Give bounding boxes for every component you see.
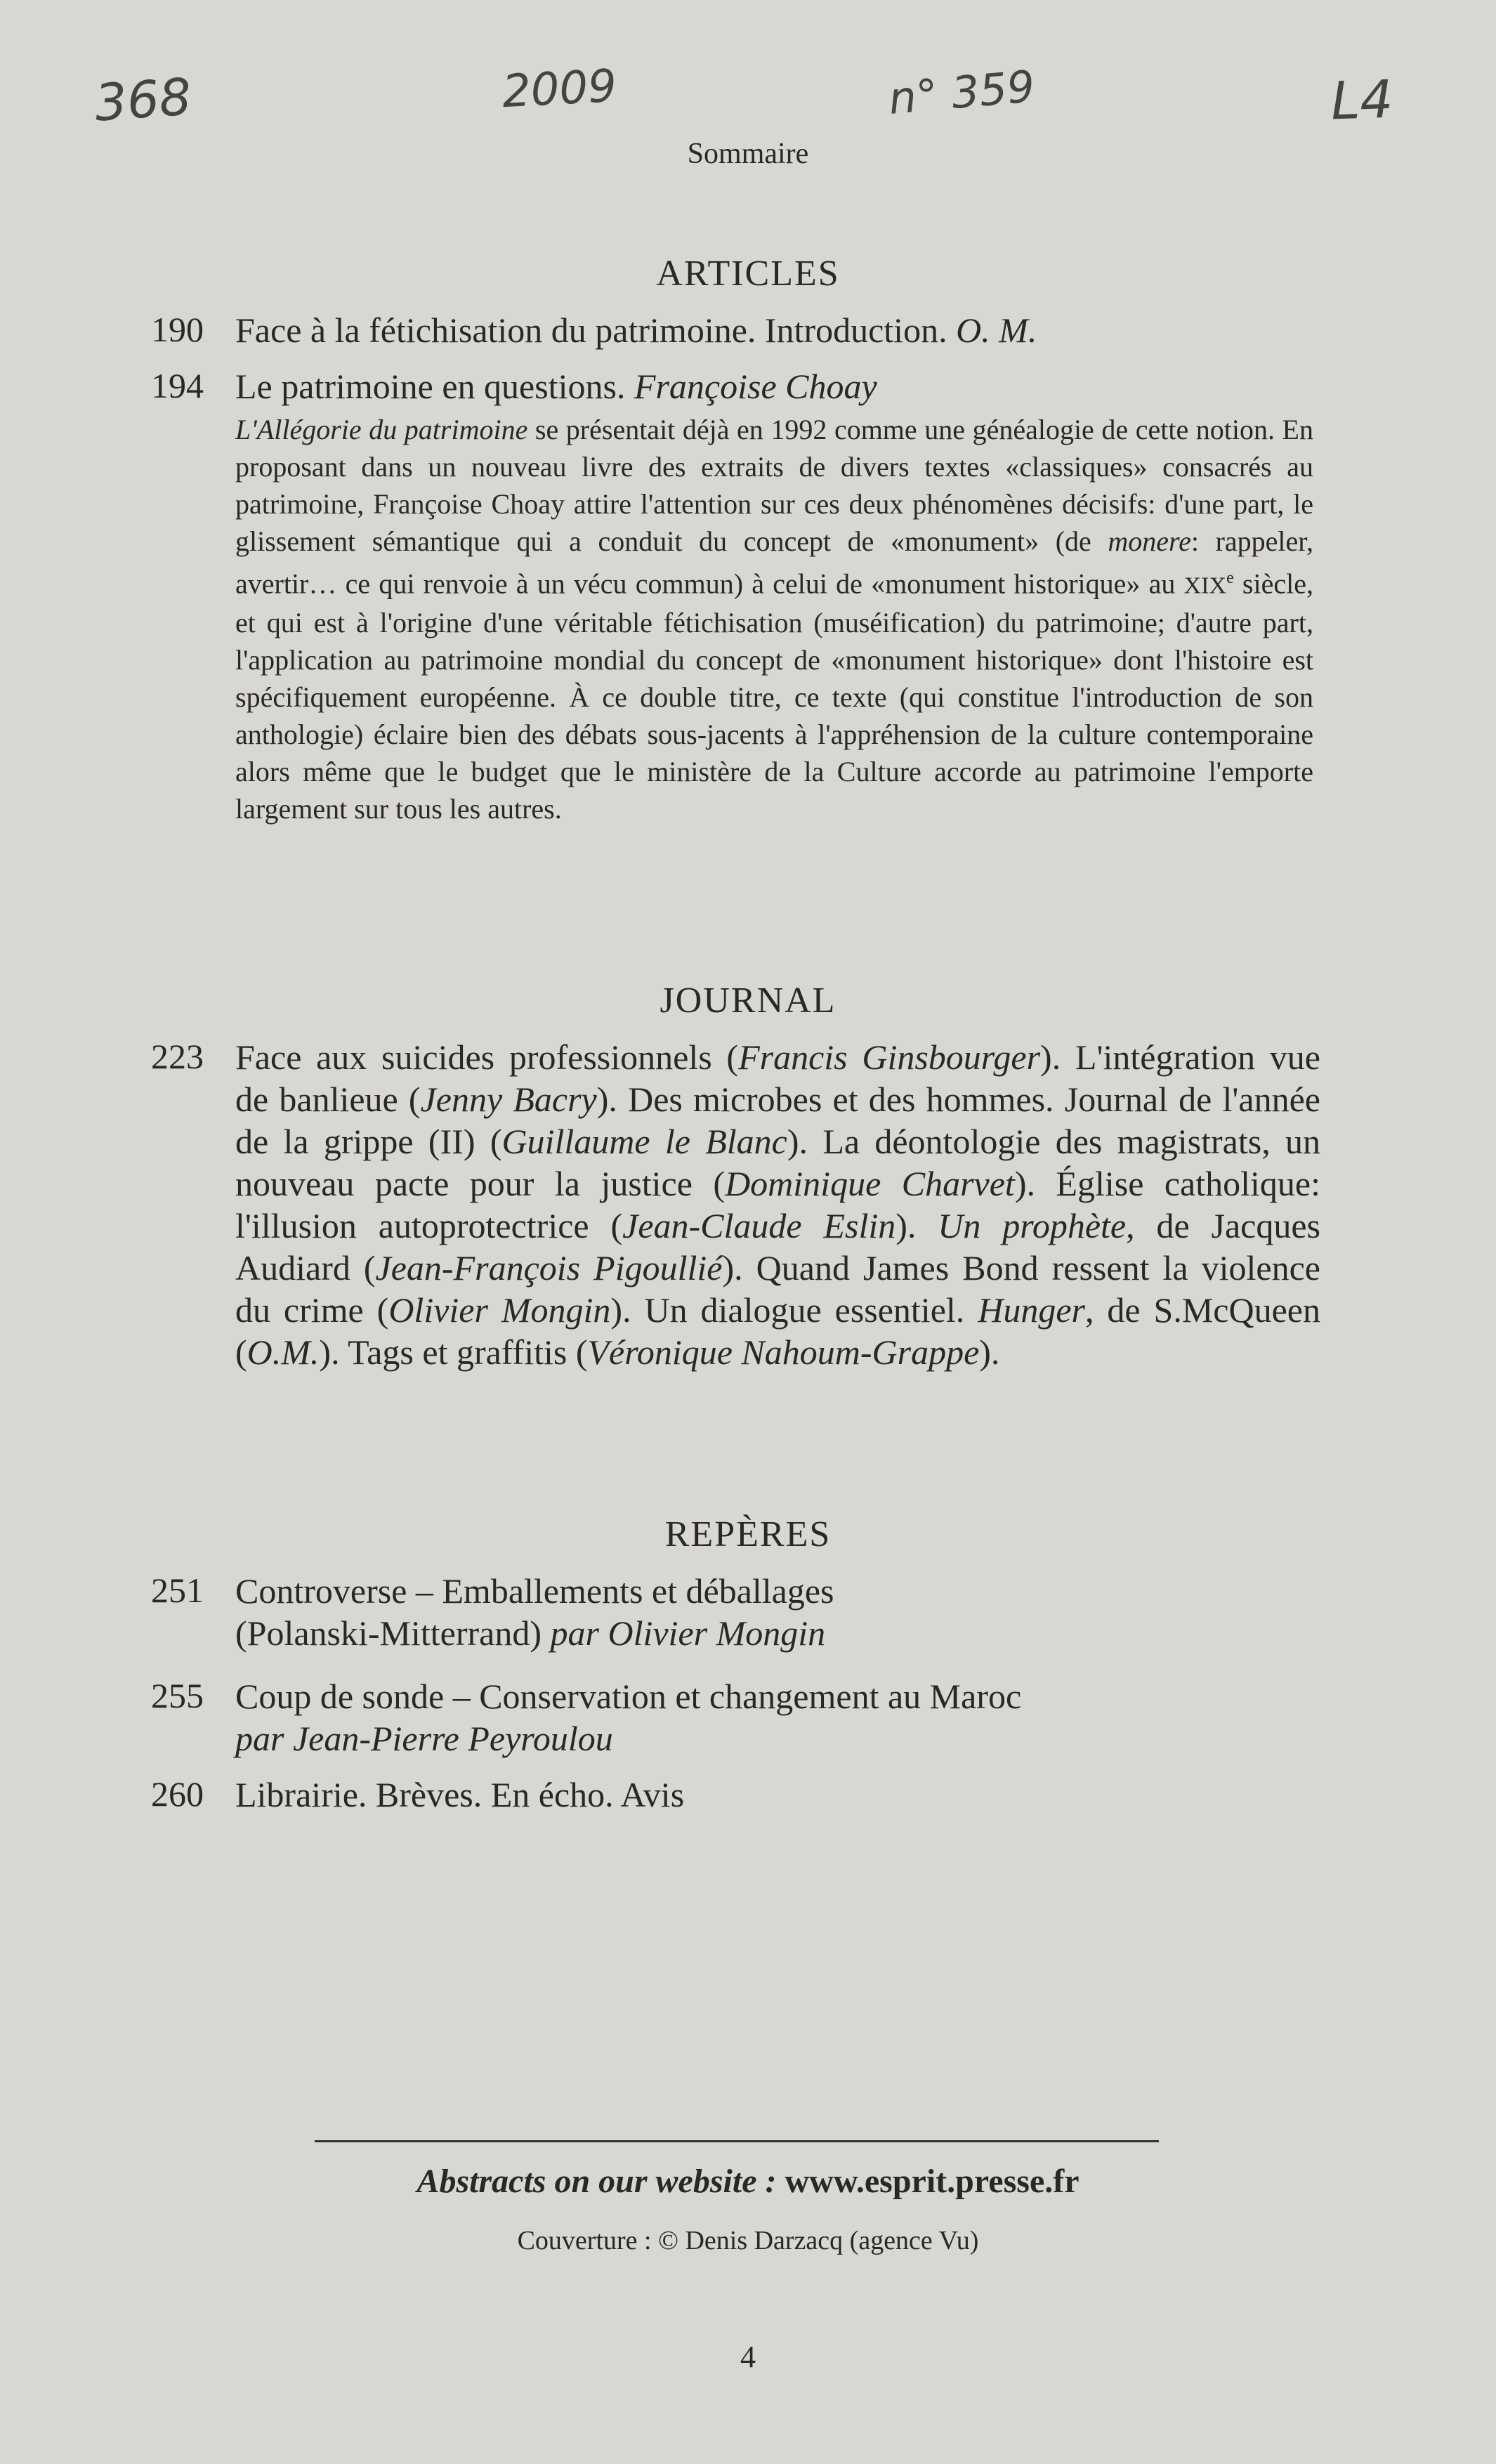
entry-text	[235, 309, 1320, 351]
page-number-ref: 190	[151, 310, 204, 349]
page-title: Sommaire	[687, 138, 809, 170]
handwritten-note: 2009	[501, 60, 618, 119]
entry-title: Librairie. Brèves. En écho. Avis	[235, 1775, 685, 1814]
journal-film-title: Un prophète	[938, 1206, 1127, 1245]
entry-title: Le patrimoine en questions.	[235, 367, 626, 406]
journal-text-part: , de Jacques Audiard (	[235, 1206, 1320, 1287]
page-number-ref: 194	[151, 366, 204, 405]
journal-author: Jenny Bacry	[420, 1080, 597, 1119]
entry-author: Françoise Choay	[634, 367, 877, 406]
entry-author: par Olivier Mongin	[550, 1613, 826, 1653]
abstracts-website	[0, 2162, 1496, 2201]
abstract-text: siècle, et qui est à l'origine d'une véritable fétichisation (muséification) du patrimoine; d'autre part, l'application au patrimoine mondial du concept de «monument historique» dont l'histoire est spécifiquement européenne. À ce double titre, ce texte (qui constitue l'introduction de son anthologie) éclaire bien des débats sous-jacents à l'appréhension de la culture contemporaine alors même que le budget que le ministère de la Culture accorde au patrimoine l'emporte largement sur tous les autres.	[235, 568, 1313, 825]
section-heading-reperes: REPÈRES	[664, 1514, 832, 1554]
journal-text-part: ).	[895, 1206, 938, 1245]
entry-text	[235, 1774, 1320, 1816]
journal-text-part: Face aux suicides professionnels (	[235, 1037, 739, 1077]
entry-author: par Jean-Pierre Peyroulou	[235, 1719, 613, 1758]
website-link[interactable]: www.esprit.presse.fr	[776, 2163, 1080, 2200]
cover-credit: Couverture : © Denis Darzacq (agence Vu)	[517, 2226, 979, 2255]
entry-title: Face à la fétichisation du patrimoine. Introduction.	[235, 310, 947, 350]
journal-text-part: ). Église catholique: l'illusion autoprotectrice (	[235, 1164, 1320, 1245]
journal-author: Jean-François Pigoullié	[375, 1248, 723, 1287]
journal-text-part: ).	[979, 1332, 1000, 1372]
journal-text-part: , de S.McQueen (	[235, 1290, 1320, 1372]
section-heading-articles: ARTICLES	[656, 254, 840, 294]
journal-author: Jean-Claude Eslin	[622, 1206, 896, 1245]
page-number-ref: 223	[151, 1037, 204, 1076]
entry-subtitle	[235, 1612, 1320, 1654]
entry-text	[235, 1675, 1320, 1759]
journal-text-part: ). Un dialogue essentiel.	[610, 1290, 978, 1330]
page-number-ref: 251	[151, 1571, 204, 1610]
entry-title: Coup de sonde – Conservation et changement au Maroc	[235, 1677, 1022, 1716]
article-abstract	[235, 411, 1313, 827]
handwritten-note: 368	[93, 67, 194, 133]
journal-text-part: ). Des microbes et des hommes. Journal de l'année de la grippe (II) (	[235, 1080, 1320, 1161]
journal-author: Olivier Mongin	[388, 1290, 611, 1330]
journal-author: Francis Ginsbourger	[738, 1037, 1041, 1077]
journal-text-part: ). Quand James Bond ressent la violence du crime (	[235, 1248, 1320, 1330]
abstracts-label: Abstracts on our website :	[416, 2163, 777, 2200]
abstract-text: se présentait déjà en 1992 comme une généalogie de cette notion. En proposant dans un nouveau livre des extraits de divers textes «classiques» consacrés au patrimoine, Françoise Choay attire l'attention sur ces deux phénomènes décisifs: d'une part, le glissement sémantique qui a conduit du concept de «monument» (de	[235, 414, 1313, 557]
entry-author: O. M.	[956, 310, 1037, 350]
page-number-ref: 260	[151, 1774, 204, 1814]
journal-text-part: ). Tags et graffitis (	[319, 1332, 588, 1372]
abstract-text: : rappeler, avertir… ce qui renvoie à un vécu commun) à celui de «monument historique» au	[235, 525, 1314, 600]
journal-author: O.M.	[247, 1332, 320, 1372]
section-heading-journal: JOURNAL	[660, 981, 836, 1021]
handwritten-note: n° 359	[886, 60, 1037, 124]
journal-author: Dominique Charvet	[725, 1164, 1015, 1203]
entry-text	[235, 365, 1320, 407]
footer-divider	[315, 2140, 1159, 2142]
page-number: 4	[740, 2340, 756, 2374]
abstract-century-sup: e	[1226, 569, 1234, 587]
journal-text-part: ). L'intégration vue de banlieue (	[235, 1037, 1320, 1119]
entry-title: Controverse – Emballements et déballages	[235, 1571, 834, 1611]
page-number-ref: 255	[151, 1676, 204, 1715]
entry-subtitle-text: (Polanski-Mitterrand)	[235, 1613, 551, 1653]
journal-film-title: Hunger	[978, 1290, 1085, 1330]
entry-text	[235, 1570, 1320, 1654]
abstract-book-title: L'Allégorie du patrimoine	[235, 414, 528, 445]
abstract-century: XIX	[1183, 572, 1227, 599]
journal-text-part: ). La déontologie des magistrats, un nouveau pacte pour la justice (	[235, 1122, 1320, 1203]
handwritten-note: L4	[1330, 69, 1394, 132]
journal-author: Guillaume le Blanc	[501, 1122, 787, 1161]
journal-text	[235, 1036, 1320, 1373]
abstract-term: monere	[1108, 525, 1191, 557]
journal-author: Véronique Nahoum-Grappe	[587, 1332, 980, 1372]
